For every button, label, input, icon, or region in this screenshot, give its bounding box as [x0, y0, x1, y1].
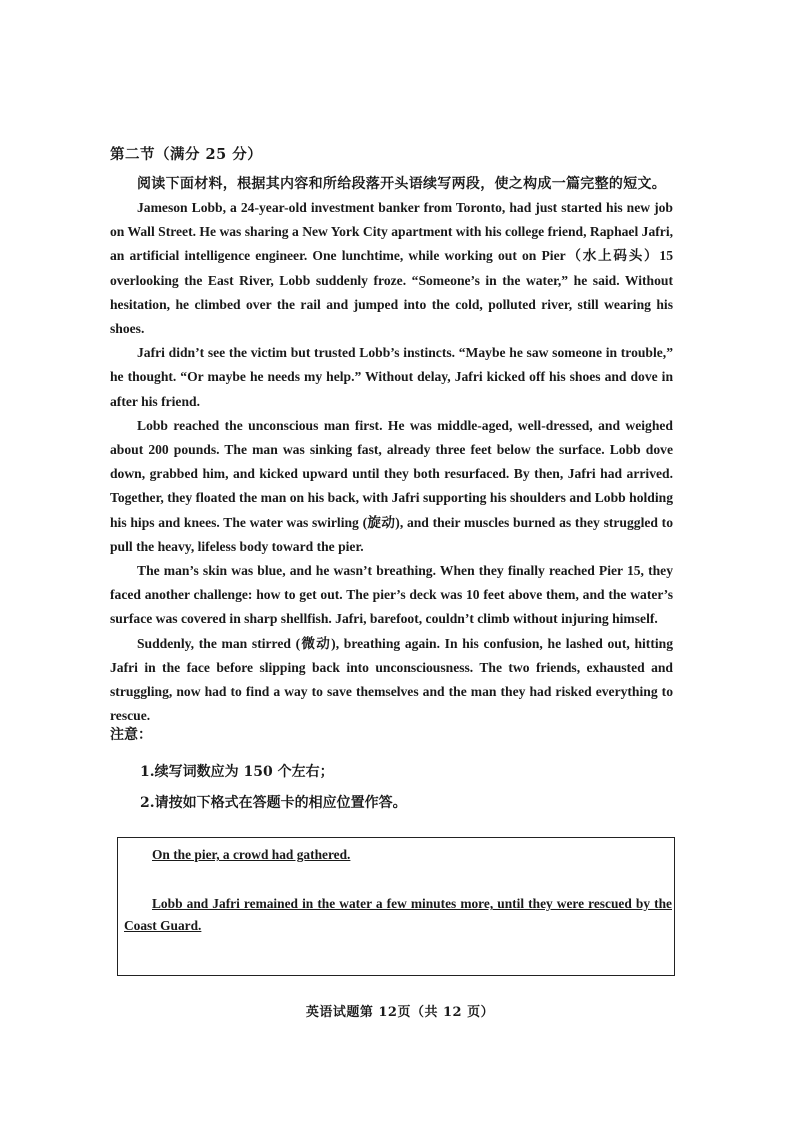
- note-item-word-count: 1.续写词数应为 150 个左右；: [140, 764, 334, 780]
- page-footer: 英语试题第 12页（共 12 页）: [305, 1005, 495, 1020]
- answer-format-box: [117, 837, 675, 976]
- notes-heading: 注意：: [110, 727, 152, 743]
- note-item-format: 2.请按如下格式在答题卡的相应位置作答。: [140, 795, 407, 811]
- paragraph-1-opening: On the pier, a crowd had gathered.: [152, 847, 351, 862]
- passage-paragraph: Lobb reached the unconscious man first. He was middle-aged, well-dressed, and weighed about 200 pounds. The man was sinking fast, already three feet below the surface. Lobb dove down, grabbed him, and kicked upward until they both resurfaced. By then, Jafri had arrived. Together, they floated the man on his back, with Jafri supporting his shoulders and Lobb holding his hips and knees. The water was swirling (旋动), and their muscles burned as they struggled to pull the heavy, lifeless body toward the pier.: [110, 417, 673, 554]
- reading-passage: [110, 196, 673, 728]
- passage-paragraph: The man’s skin was blue, and he wasn’t breathing. When they finally reached Pier 15, they faced another challenge: how to get out. The pier’s deck was 10 feet above them, and the water’s surface was covered in sharp shellfish. Jafri, barefoot, couldn’t climb without injuring himself.: [110, 563, 673, 627]
- paragraph-2-opening: Lobb and Jafri remained in the water a few minutes more, until they were rescued by the Coast Guard.: [124, 896, 672, 933]
- passage-paragraph: Jameson Lobb, a 24-year-old investment banker from Toronto, had just started his new job on Wall Street. He was sharing a New York City apartment with his college friend, Raphael Jafri, an artificial intelligence engineer. One lunchtime, while working out on Pier（水上码头）15 overlooking the East River, Lobb suddenly froze. “Someone’s in the water,” he said. Without hesitation, he climbed over the rail and jumped into the cold, polluted river, still wearing his shoes.: [110, 200, 673, 337]
- task-instruction: 阅读下面材料，根据其内容和所给段落开头语续写两段，使之构成一篇完整的短文。: [137, 176, 667, 192]
- section-title: 第二节（满分 25 分）: [110, 146, 263, 163]
- passage-paragraph: Jafri didn’t see the victim but trusted Lobb’s instincts. “Maybe he saw someone in trouble,” he thought. “Or maybe he needs my help.” Without delay, Jafri kicked off his shoes and dove in after his friend.: [110, 345, 673, 409]
- passage-paragraph: Suddenly, the man stirred (微动), breathing again. In his confusion, he lashed out, hitting Jafri in the face before slipping back into unconsciousness. The two friends, exhausted and struggling, now had to find a way to save themselves and the man they had risked everything to rescue.: [110, 635, 673, 724]
